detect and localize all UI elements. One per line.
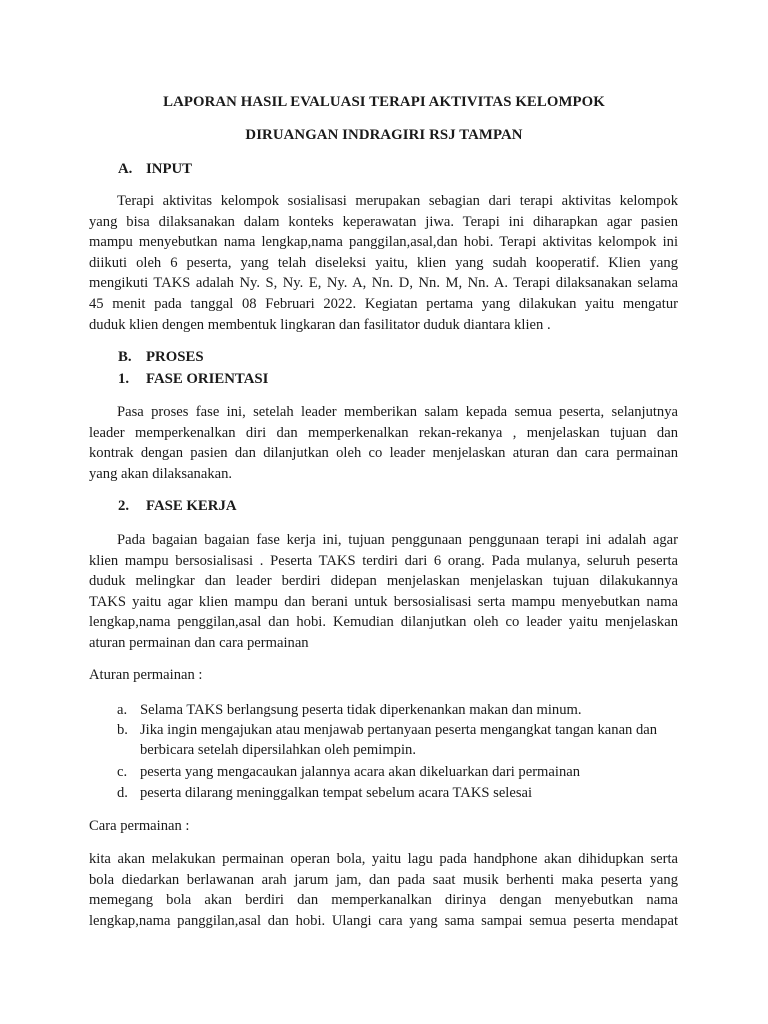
paragraph-line: 45 menit pada tanggal 08 Februari 2022. Kegiatan pertama yang dilakukan yaitu mengatur: [89, 295, 678, 312]
section-b-title: PROSES: [146, 349, 204, 365]
section-a-title: INPUT: [146, 161, 193, 177]
paragraph-line: lengkap,nama penggilan,asal dan hobi. Kemudian dilanjutkan oleh co leader yaitu menjelaskan: [89, 614, 678, 631]
list-item: peserta yang mengacaukan jalannya acara akan dikeluarkan dari permainan: [140, 764, 581, 780]
paragraph-line: Pada bagaian bagaian fase kerja ini, tujuan penggunaan penggunaan terapi ini adalah agar: [117, 532, 678, 548]
paragraph-line: memegang bola akan berdiri dan memperkanalkan dirinya dengan menyebutkan nama: [89, 892, 678, 909]
cara-label: Cara permainan :: [89, 818, 190, 834]
paragraph-line: klien mampu bersosialisasi . Peserta TAKS terdiri dari 6 orang. Pada mulanya, seluruh peserta: [89, 552, 678, 569]
paragraph-line: Terapi aktivitas kelompok sosialisasi merupakan sebagian dari terapi aktivitas kelompok: [117, 193, 678, 209]
subsection-1-heading: [118, 371, 268, 388]
paragraph-line: duduk melingkar dan leader berdiri didepan menjelaskan menjelaskan tujuan dilakukannya: [89, 573, 678, 590]
section-b-number: B.: [118, 349, 132, 365]
paragraph-line: TAKS yaitu agar klien mampu dan berani untuk bersosialisasi serta mampu menyebutkan nama: [89, 593, 678, 610]
report-title: LAPORAN HASIL EVALUASI TERAPI AKTIVITAS KELOMPOK: [163, 94, 605, 110]
paragraph-line: aturan permainan dan cara permainan: [89, 634, 309, 651]
list-item-continuation: berbicara setelah dipersilahkan oleh pemimpin.: [140, 742, 416, 758]
report-subtitle: DIRUANGAN INDRAGIRI RSJ TAMPAN: [245, 127, 523, 143]
paragraph-line: mengikuti TAKS adalah Ny. S, Ny. E, Ny. A, Nn. D, Nn. M, Nn. A. Terapi dilaksanakan selama: [89, 275, 678, 292]
list-item: Selama TAKS berlangsung peserta tidak diperkenankan makan dan minum.: [140, 702, 582, 718]
subsection-2-title: FASE KERJA: [146, 498, 237, 514]
subsection-2-number: 2.: [118, 498, 130, 514]
list-marker: d.: [117, 785, 128, 801]
paragraph-line: yang akan dilaksanakan.: [89, 465, 233, 482]
list-item: peserta dilarang meninggalkan tempat sebelum acara TAKS selesai: [140, 785, 533, 801]
paragraph-line: duduk klien dengen membentuk lingkaran dan fasilitator duduk diantara klien .: [89, 316, 551, 333]
subsection-1-title: FASE ORIENTASI: [146, 371, 269, 387]
input-paragraph: [89, 191, 678, 335]
paragraph-line: leader memperkenalkan diri dan memperkenalkan rekan-rekanya , menjelaskan tujuan dan: [89, 424, 678, 441]
subsection-2-heading: [118, 498, 237, 515]
cara-paragraph: [89, 849, 678, 931]
section-a-number: A.: [118, 161, 133, 177]
list-marker: c.: [117, 764, 128, 780]
paragraph-line: mampu menyebutkan nama lengkap,nama panggilan,asal,dan hobi. Terapi aktivitas kelompok ini: [89, 234, 678, 251]
paragraph-line: lengkap,nama panggilan,asal dan hobi. Ulangi cara yang sama sampai semua peserta mendapat: [89, 912, 678, 929]
list-marker: b.: [117, 722, 128, 738]
paragraph-line: kita akan melakukan permainan operan bola, yaitu lagu pada handphone akan dihidupkan serta: [89, 851, 678, 867]
list-item: Jika ingin mengajukan atau menjawab pertanyaan peserta mengangkat tangan kanan dan: [140, 722, 658, 738]
paragraph-line: diikuti oleh 6 peserta, yang telah diseleksi yaitu, klien yang sudah kooperatif. Klien yang: [89, 254, 678, 271]
paragraph-line: yang bisa dilaksanakan dalam konteks keperawatan jiwa. Terapi ini diharapkan agar pasien: [89, 213, 678, 230]
paragraph-line: kontrak dengan pasien dan dilanjutkan oleh co leader menjelaskan aturan dan cara permainan: [89, 445, 678, 462]
kerja-paragraph: [89, 530, 678, 654]
paragraph-line: Pasa proses fase ini, setelah leader memberikan salam kepada semua peserta, selanjutnya: [117, 404, 678, 420]
aturan-label: Aturan permainan :: [89, 667, 203, 683]
section-a-heading: [118, 161, 192, 178]
list-marker: a.: [117, 702, 128, 718]
section-b-heading: [118, 349, 204, 366]
paragraph-line: bola diedarkan berlawanan arah jarum jam, dan pada saat musik berhenti maka peserta yang: [89, 871, 678, 888]
orientasi-paragraph: [89, 402, 678, 484]
subsection-1-number: 1.: [118, 371, 130, 387]
